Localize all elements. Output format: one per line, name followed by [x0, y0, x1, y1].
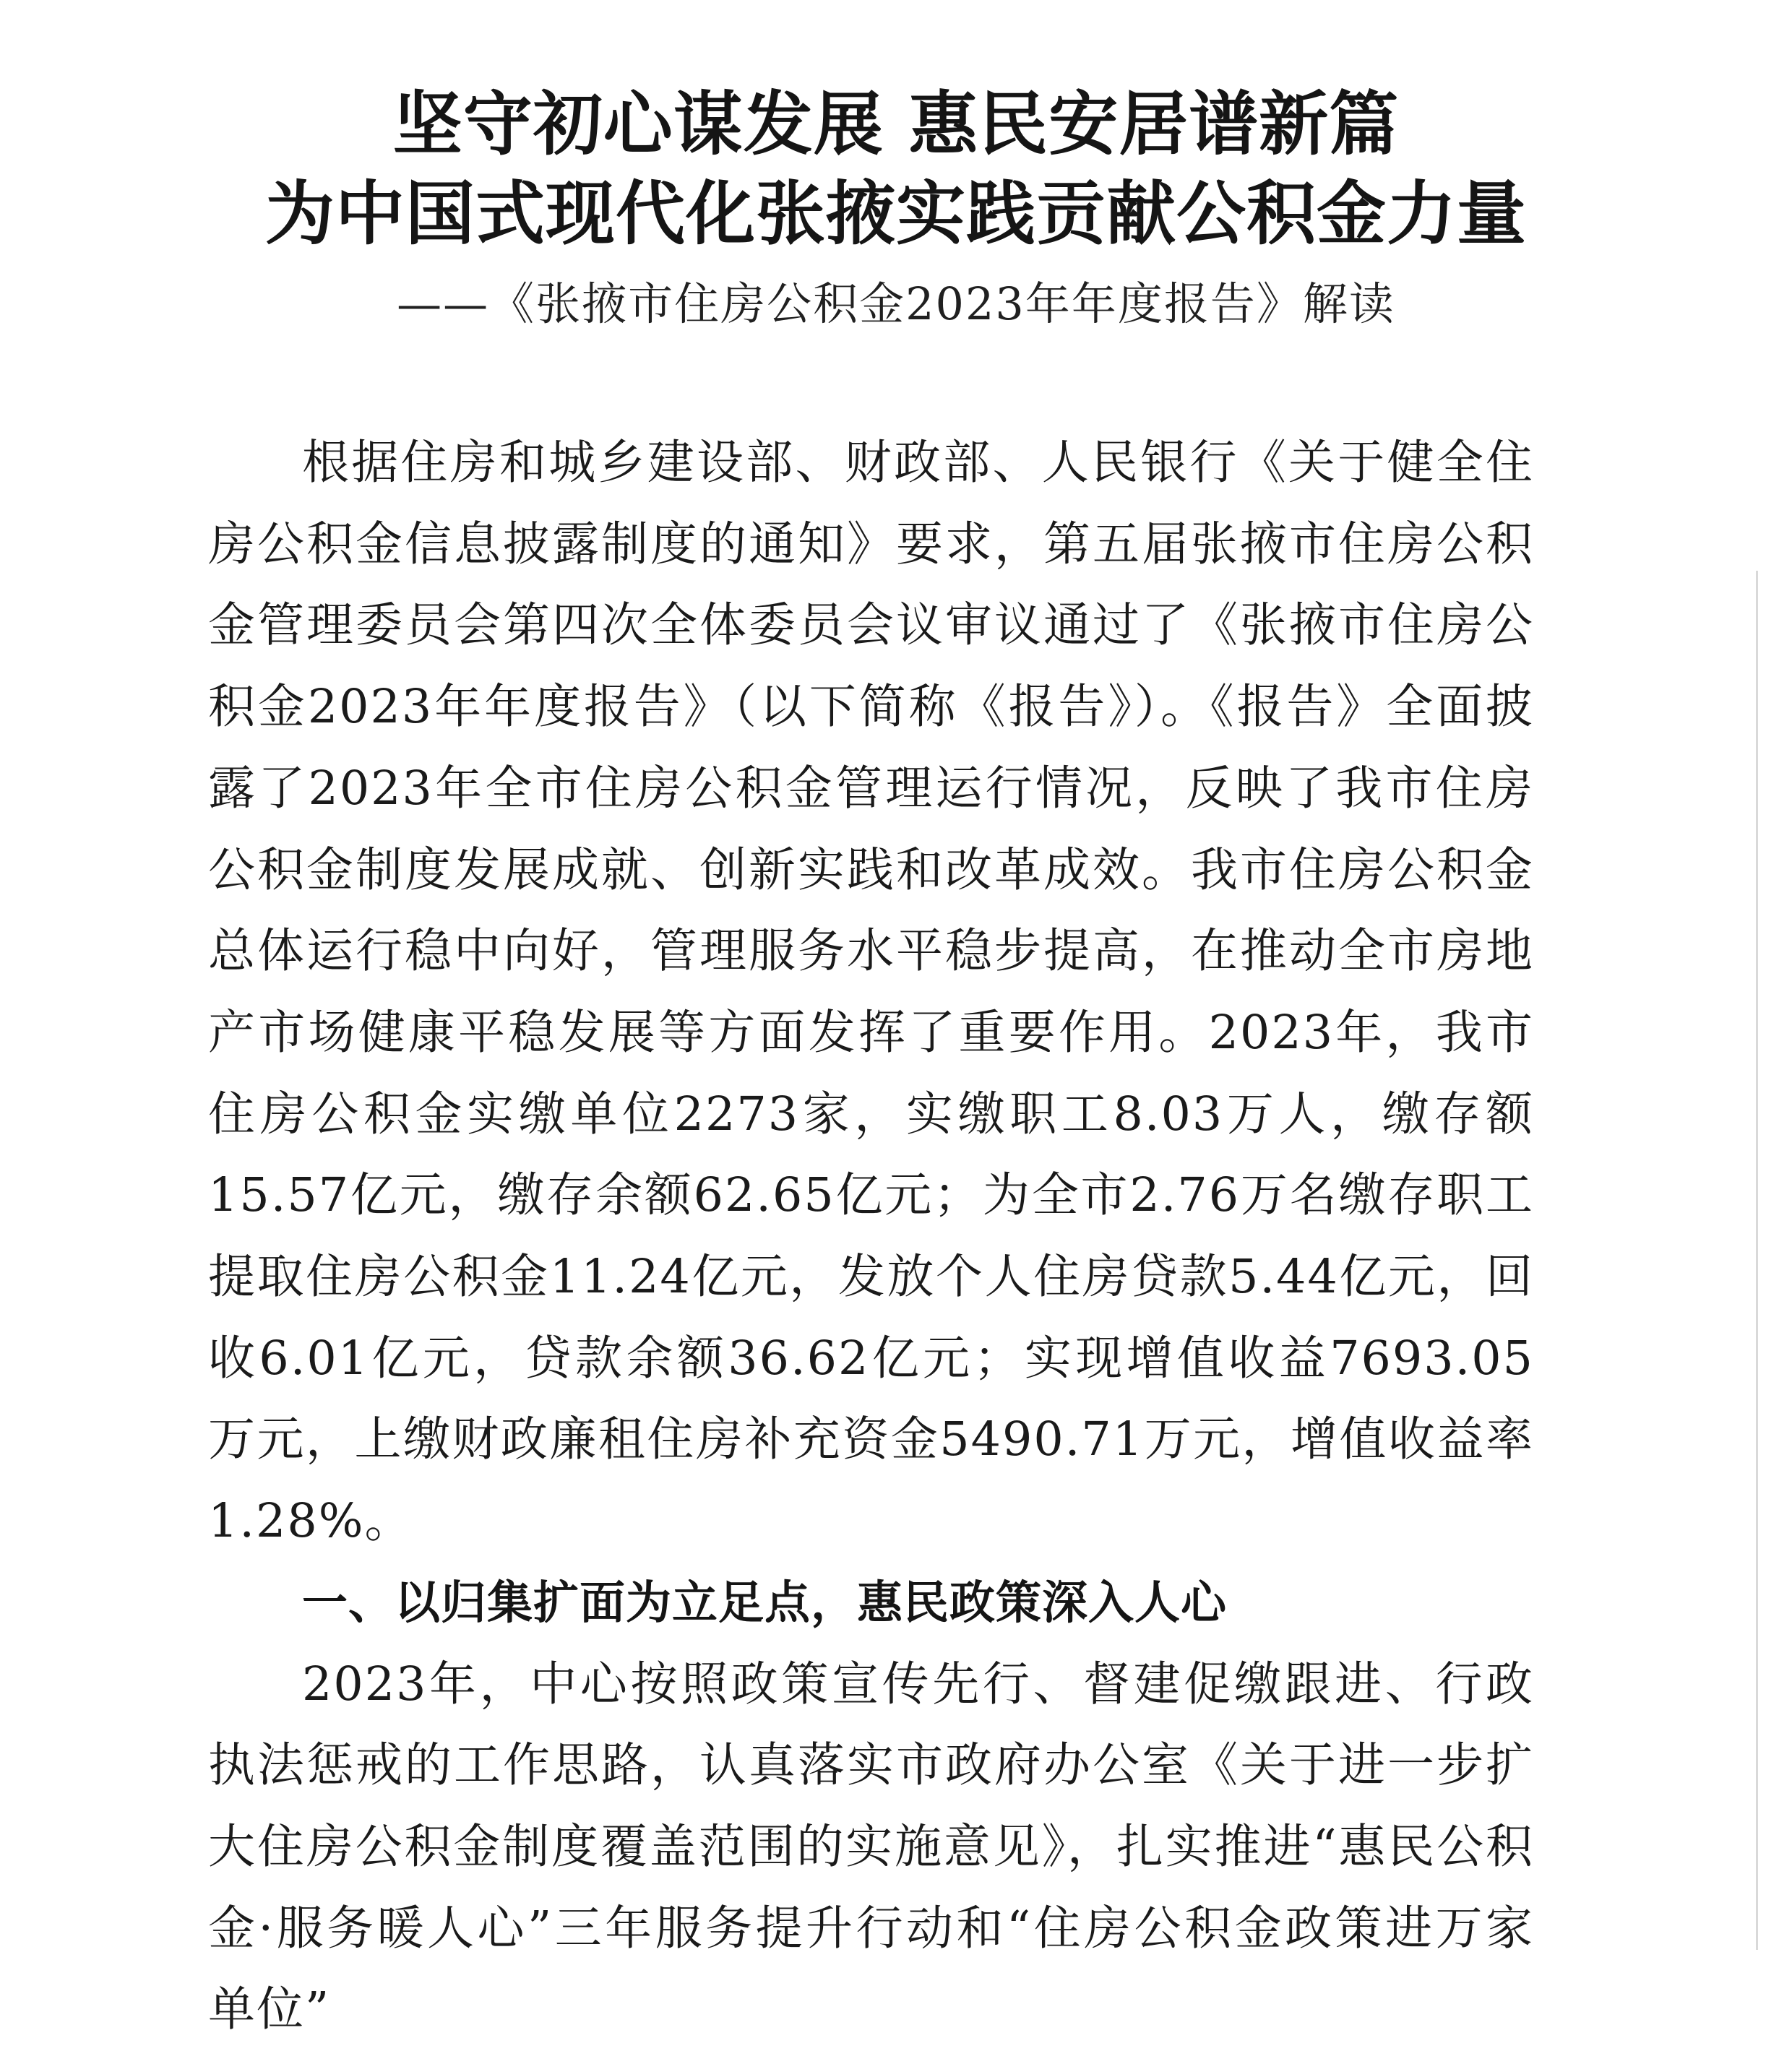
section-heading-1: 一、以归集扩面为立足点，惠民政策深入人心 — [302, 1576, 1227, 1629]
paragraph-intro: 根据住房和城乡建设部、财政部、人民银行《关于健全住房公积金信息披露制度的通知》要求，第五届张掖市住房公积金管理委员会第四次全体委员会议审议通过了《张掖市住房公积金2023年年度报告》（以下简称《报告》）。《报告》全面披露了2023年全市住房公积金管理运行情况，反映了我市住房公积金制度发展成就、创新实践和改革成效。我市住房公积金总体运行稳中向好，管理服务水平稳步提高，在推动全市房地产市场健康平稳发展等方面发挥了重要作用。2023年，我市住房公积金实缴单位2273家，实缴职工8.03万人，缴存额15.57亿元，缴存余额62.65亿元；为全市2.76万名缴存职工提取住房公积金11.24亿元，发放个人住房贷款5.44亿元，回收6.01亿元，贷款余额36.62亿元；实现增值收益7693.05万元，上缴财政廉租住房补充资金5490.71万元，增值收益率1.28%。 — [208, 436, 1534, 1549]
document-title-line-2: 为中国式现代化张掖实践贡献公积金力量 — [265, 173, 1527, 254]
title-block — [0, 79, 1792, 337]
paragraph-section-1: 2023年，中心按照政策宣传先行、督建促缴跟进、行政执法惩戒的工作思路，认真落实市政府办公室《关于进一步扩大住房公积金制度覆盖范围的实施意见》，扎实推进“惠民公积金·服务暖人心”三年服务提升行动和“住房公积金政策进万家单位” — [208, 1657, 1534, 2037]
document-title-line-1: 坚守初心谋发展 惠民安居谱新篇 — [392, 84, 1400, 165]
document-subtitle: ——《张掖市住房公积金2023年年度报告》解读 — [397, 277, 1395, 330]
scan-edge-line — [1756, 571, 1758, 1950]
document-body — [208, 423, 1534, 2051]
